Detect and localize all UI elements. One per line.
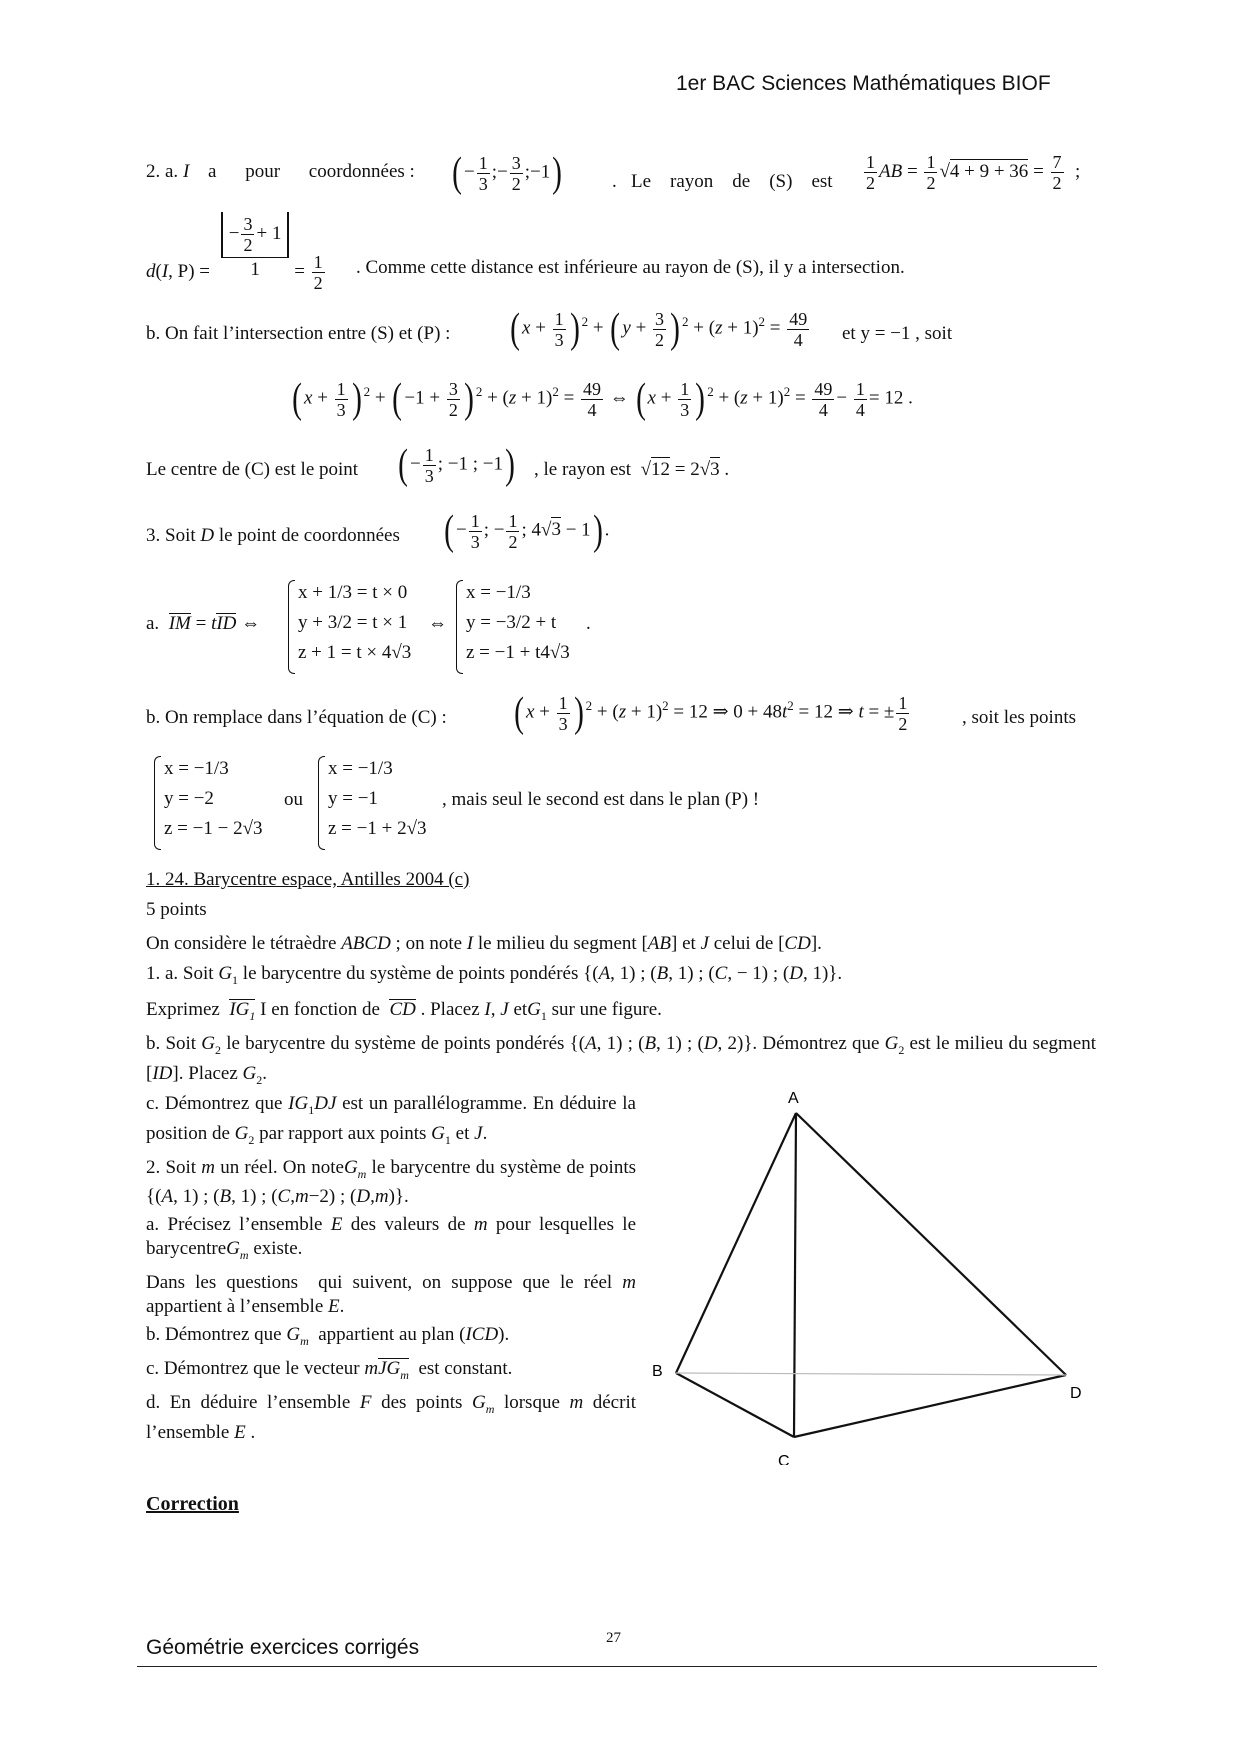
footer-book-title: Géométrie exercices corrigés <box>146 1636 420 1659</box>
q2d: d. En déduire l’ensemble F des points $G_m$ lorsque m décrit l’ensemble E . <box>146 1391 636 1443</box>
exercise-points: 5 points <box>146 899 207 920</box>
q3a-vector-equation: a. IM = tID ⇔ <box>146 613 261 634</box>
page-header-title: 1er BAC Sciences Mathématiques BIOF <box>676 72 1051 95</box>
sys1-brace <box>288 580 295 674</box>
q1c: c. Démontrez que $IG_1DJ$ est un parallélogramme. En déduire la position de $G_2$ par rapport aux points $G_1$ et J. <box>146 1093 636 1147</box>
q3a-system-2: x = −1/3 y = −3/2 + t z = −1 + t4√3 <box>466 582 570 663</box>
q2a-radius-text: . Le rayon de (S) est <box>612 171 833 192</box>
q2a-radius-formula: $\frac{1}{2}$ AB = $\frac{1}{2}$ √4 + 9 + 36 = $\frac{7}{2}$ ; <box>866 152 1081 193</box>
q3b-end: , soit les points <box>962 707 1077 728</box>
point-1-system: x = −1/3 y = −2 z = −1 − 2√3 <box>164 758 263 839</box>
q2b-equation-1: ( x + $\frac{1}{3}$ ) $^2$ + ( y + $\frac{3}{2}$ ) $^2 + (z + 1)^2$ = $\frac{49}{4}$ <box>510 306 808 352</box>
label-B: B <box>652 1363 663 1380</box>
label-C: C <box>778 1453 790 1465</box>
q2b-intro: b. On fait l’intersection entre (S) et (P) : <box>146 323 451 344</box>
pt2-brace <box>318 756 325 850</box>
footer-rule <box>137 1666 1097 1667</box>
q3b-intro: b. On remplace dans l’équation de (C) : <box>146 707 447 728</box>
point-2-system: x = −1/3 y = −1 z = −1 + 2√3 <box>328 758 427 839</box>
q2a-coords: ( − $\frac{1}{3}$ ;− $\frac{3}{2}$ ;−1) <box>452 150 563 196</box>
q2b-eq1-tail: et y = −1 , soit <box>842 323 953 344</box>
header-rule <box>137 106 1097 107</box>
edge-BC <box>676 1373 794 1437</box>
centre-text: Le centre de (C) est le point <box>146 459 359 480</box>
footer-page-number: 27 <box>606 1630 621 1646</box>
exercise-title: 1. 24. Barycentre espace, Antilles 2004 (c) <box>146 869 470 890</box>
centre-coords: ( − $\frac{1}{3}$ ; −1 ; −1) <box>398 442 515 488</box>
q3-intro: 3. Soit D le point de coordonnées <box>146 525 400 546</box>
edge-CD <box>794 1375 1066 1437</box>
sys2-brace <box>456 580 463 674</box>
conclusion: , mais seul le second est dans le plan (P) ! <box>442 789 760 810</box>
distance-formula: d(I, P) = − $\frac{3}{2}$ + 1 1 = $\frac{1}{2}$ <box>146 214 323 293</box>
q2c: c. Démontrez que le vecteur mJG$_m$ est constant. <box>146 1357 636 1387</box>
q3b-equation: ( x + $\frac{1}{3}$ ) $^2 + (z + 1)^2 = 12$ ⇒ $0 + 48t^2 = 12$ ⇒ t = ± $\frac{1}{2}$ <box>514 690 908 736</box>
sys-period: . <box>586 613 591 634</box>
edge-BD-hidden <box>676 1373 1066 1375</box>
q2-note: Dans les questions qui suivent, on suppose que le réel m appartient à l’ensemble E. <box>146 1272 636 1318</box>
q1a: 1. a. Soit $G_1$ le barycentre du système de points pondérés {(A, 1) ; (B, 1) ; (C, − 1) ; (D, 1)}. <box>146 963 843 987</box>
pt1-brace <box>154 756 161 850</box>
q2a-line: 2. a. I a pour coordonnées : <box>146 161 415 182</box>
q2b: b. Démontrez que $G_m$ appartient au plan (ICD). <box>146 1324 510 1348</box>
q1a-part2: Exprimez $IG_1$ I en fonction de CD . Placez I, J etG$_1$ sur une figure. <box>146 998 662 1028</box>
q3a-system-1: x + 1/3 = t × 0 y + 3/2 = t × 1 z + 1 = t × 4√3 <box>298 582 412 663</box>
edge-AD <box>796 1113 1066 1375</box>
edge-AB <box>676 1113 796 1373</box>
tetrahedron-figure <box>640 1085 1090 1465</box>
q2b-equation-2: ( x + $\frac{1}{3}$ ) $^2$ + ( −1 + $\frac{3}{2}$ ) $^2 + (z + 1)^2$ = $\frac{49}{4}$ ⇔ ( x + $\frac{1}{3}$ ) $^2 + (z + 1)^2$ = $\frac{49}{4}$ − $\frac{1}{4}$ = 12 . <box>292 376 913 422</box>
correction-heading: Correction <box>146 1493 239 1515</box>
label-D: D <box>1070 1385 1082 1402</box>
q1b: b. Soit $G_2$ le barycentre du système de points pondérés {(A, 1) ; (B, 1) ; (D, 2)}. Démontrez que $G_2$ est le milieu du segment [ID]. Placez $G_2$. <box>146 1033 1096 1087</box>
label-A: A <box>788 1090 799 1107</box>
q3-coords: ( − $\frac{1}{3}$ ; − $\frac{1}{2}$ ; 4√3 − 1) . <box>444 508 610 554</box>
ou-word: ou <box>284 789 303 810</box>
q2: 2. Soit m un réel. On noteG$_m$ le barycentre du système de points {(A, 1) ; (B, 1) ; (C,m−2) ; (D,m)}. <box>146 1156 636 1208</box>
questions-column <box>146 1092 636 1449</box>
equiv-symbol: ⇔ <box>428 613 447 634</box>
exercise-intro: On considère le tétraèdre ABCD ; on note I le milieu du segment [AB] et J celui de [CD]. <box>146 933 822 954</box>
centre-radius: , le rayon est √12 = 2√3 . <box>534 459 730 480</box>
q2a: a. Précisez l’ensemble E des valeurs de m pour lesquelles le barycentreG$_m$ existe. <box>146 1214 637 1263</box>
distance-text: . Comme cette distance est inférieure au rayon de (S), il y a intersection. <box>356 257 905 278</box>
edge-AC <box>794 1113 796 1437</box>
